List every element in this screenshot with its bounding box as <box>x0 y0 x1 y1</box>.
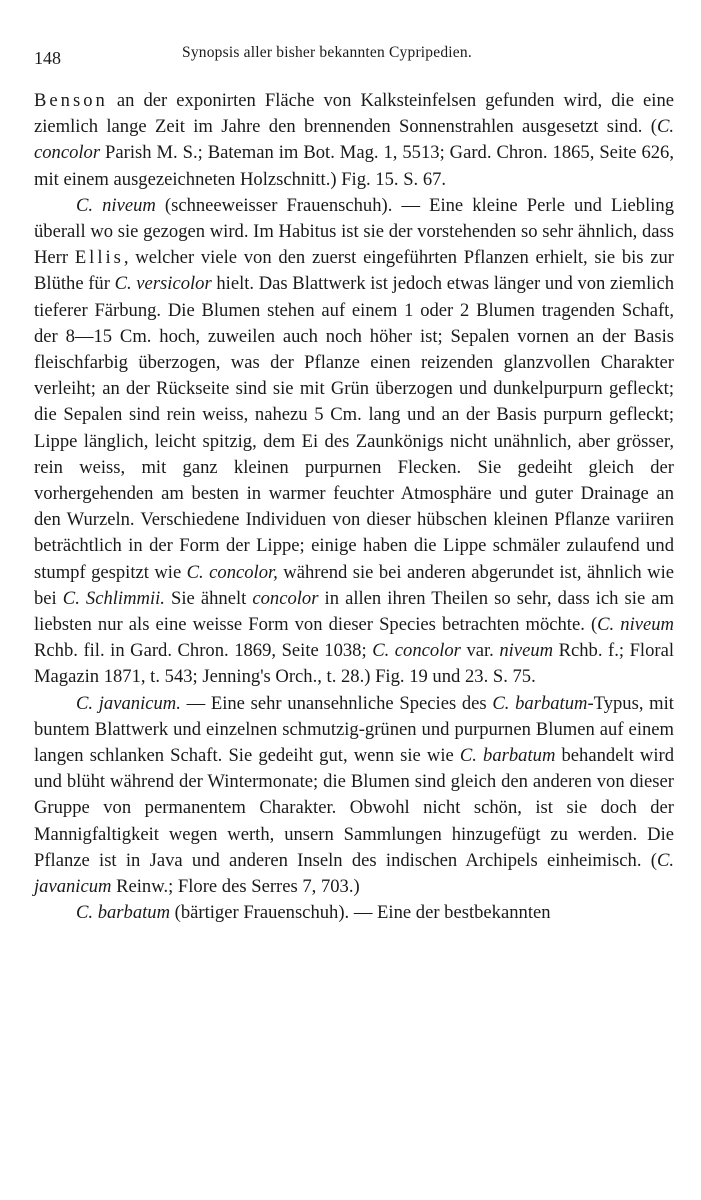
species-name-italic: C. niveum <box>76 194 156 216</box>
species-name-italic: C. niveum <box>597 614 674 636</box>
paragraph-c-niveum <box>34 193 674 691</box>
species-name-italic: C. Schlimmii. <box>62 587 165 609</box>
text-run: (schneeweisser Frauenschuh). — Eine kleine Perle und Liebling überall wo sie gezogen wird. Im Habitus ist sie der vorstehenden so sehr ähnlich, dass Herr <box>34 194 674 269</box>
text-run: Rchb. f.; Floral Magazin 1871, t. 543; Jenning's Orch., t. 28.) Fig. 19 und 23. S. 75. <box>34 640 675 688</box>
text-run: behandelt wird und blüht während der Wintermonate; die Blumen sind gleich den anderen von dieser Gruppe von permanentem Charakter. Obwohl nicht schön, ist sie doch der Mannigfaltigkeit wegen werth, unsern Sammlungen hinzugefügt zu werden. Die Pflanze ist in Java und anderen Inseln des indischen Archipels einheimisch. ( <box>34 745 674 871</box>
running-head <box>34 44 679 74</box>
text-run: Rchb. fil. in Gard. Chron. 1869, Seite 1038; <box>34 640 373 662</box>
paragraph-c-javanicum <box>34 691 674 901</box>
text-run: var. <box>460 640 500 662</box>
text-run: Reinw.; Flore des Serres 7, 703.) <box>111 876 360 898</box>
body-text <box>34 88 674 927</box>
running-title: Synopsis aller bisher bekannten Cypripedien. <box>182 44 472 61</box>
text-run: in allen ihren Theilen so sehr, dass ich sie am liebsten nur als eine weisse Form von dieser Species betrachten möchte. ( <box>34 587 674 636</box>
text-run: an der exponirten Fläche von Kalksteinfelsen gefunden wird, die eine ziemlich lange Zeit im Jahre den brennenden Sonnenstrahlen ausgesetzt sind. ( <box>34 90 674 138</box>
species-name-italic: niveum <box>499 640 554 662</box>
species-name-italic: C. barbatum <box>492 692 588 714</box>
text-run: Parish M. S.; Bateman im Bot. Mag. 1, 5513; Gard. Chron. 1865, Seite 626, mit einem ausgezeichneten Holzschnitt.) Fig. 15. S. 67. <box>34 142 674 190</box>
text-run: — Eine sehr unansehnliche Species des <box>180 692 493 714</box>
species-name-italic: C. concolor, <box>186 561 278 583</box>
text-run: (bärtiger Frauenschuh). — Eine der bestbekannten <box>170 902 551 924</box>
text-run: Sie ähnelt <box>164 587 253 609</box>
species-name-italic: C. javanicum <box>34 849 674 898</box>
text-run: -Typus, mit buntem Blattwerk und einzelnen schmutzig-grünen und purpurnen Blumen auf einem langen schlanken Schaft. Sie gedeiht gut, wenn sie wie <box>34 692 674 767</box>
text-run: während sie bei anderen abgerundet ist, ähnlich wie bei <box>34 561 674 609</box>
person-name-spaced: Ellis <box>74 247 124 269</box>
page-number: 148 <box>34 48 61 68</box>
species-name-italic: C. concolor <box>34 116 674 164</box>
paragraph-benson-continuation <box>34 88 674 193</box>
species-name-italic: C. versicolor <box>114 273 212 295</box>
text-run: hielt. Das Blattwerk ist jedoch etwas länger und von ziemlich tieferer Färbung. Die Blumen stehen auf einem 1 oder 2 Blumen tragenden Schaft, der 8—15 Cm. hoch, zuweilen auch noch höher ist; Sepalen vornen an der Basis fleischfarbig überzogen, was der Pflanze einen reizenden glanzvollen Charakter verleiht; an der Rückseite sind sie mit Grün überzogen und dunkelpurpurn gefleckt; die Sepalen sind rein weiss, nahezu 5 Cm. lang und an der Basis purpurn gefleckt; Lippe länglich, leicht spitzig, dem Ei des Zaunkönigs nicht unähnlich, aber grösser, rein weiss, mit ganz kleinen purpurnen Flecken. Sie gedeiht gleich der vorhergehenden am besten in warmer feuchter Atmosphäre und guter Drainage an den Wurzeln. Verschiedene Individuen von dieser hübschen kleinen Pflanze variiren beträchtlich in der Form der Lippe; einige haben die Lippe schmäler zulaufend und stumpf gespitzt wie <box>34 273 674 583</box>
species-name-italic: concolor <box>252 587 319 609</box>
text-run: , welcher viele von den zuerst eingeführten Pflanzen erhielt, sie bis zur Blüthe für <box>34 247 675 295</box>
species-name-italic: C. barbatum <box>459 745 556 767</box>
species-name-italic: C. javanicum. <box>76 692 181 714</box>
species-name-italic: C. barbatum <box>76 902 171 924</box>
paragraph-c-barbatum <box>34 900 674 926</box>
species-name-italic: C. concolor <box>372 640 461 662</box>
person-name-spaced: Benson <box>34 90 108 111</box>
